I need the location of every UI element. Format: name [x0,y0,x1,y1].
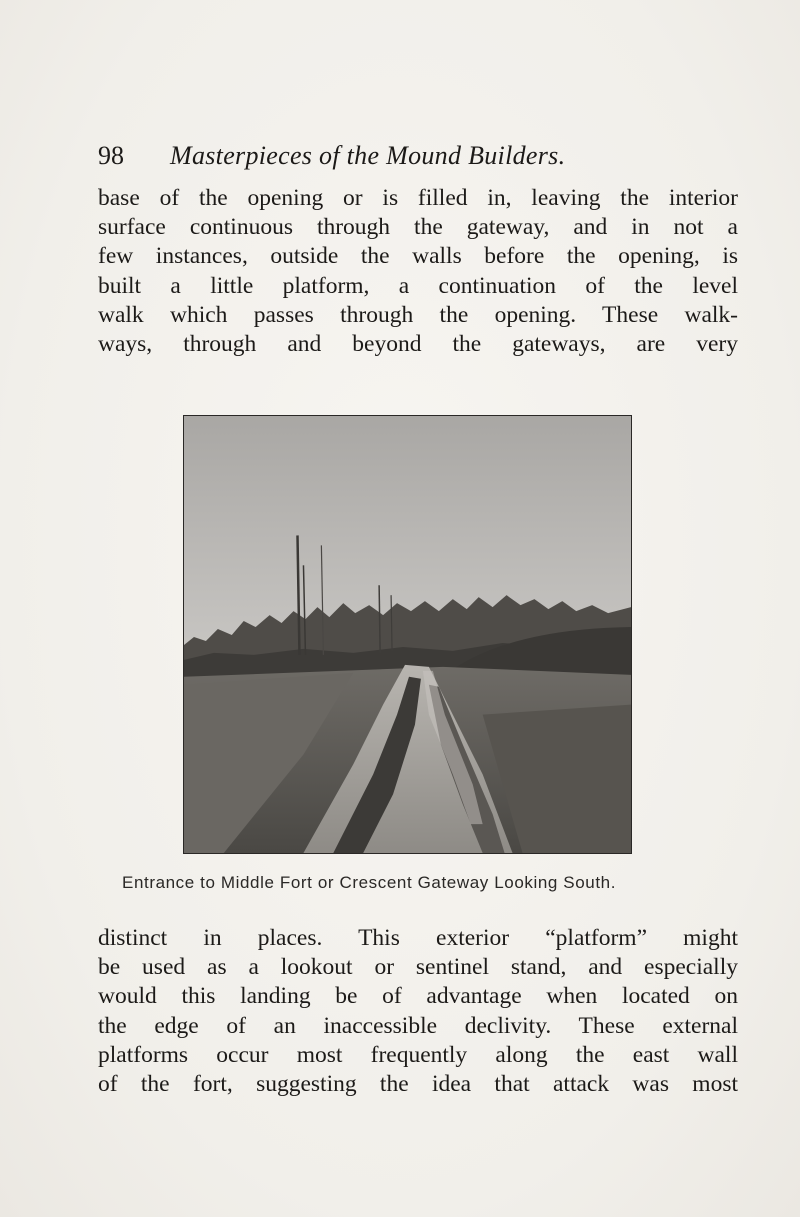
text-line: walk which passes through the opening. These walk- [98,301,738,328]
text-line: distinct in places. This exterior “platform” might [98,925,738,951]
gateway-photograph [183,415,632,854]
text-line: would this landing be of advantage when located on [98,983,738,1010]
body-paragraph-top [98,184,738,359]
text-line: built a little platform, a continuation of the level [98,272,738,299]
text-line: ways, through and beyond the gateways, are very [98,331,738,358]
page-header [98,136,698,176]
text-line: the edge of an inaccessible declivity. These external [98,1012,738,1039]
text-line: be used as a lookout or sentinel stand, and especially [98,954,738,981]
text-line: platforms occur most frequently along the east wall [98,1041,738,1068]
text-line: base of the opening or is filled in, leaving the interior [98,185,738,211]
running-title: Masterpieces of the Mound Builders. [170,141,566,170]
text-line: surface continuous through the gateway, and in not a [98,214,738,241]
text-line: of the fort, suggesting the idea that attack was most [98,1071,738,1098]
figure-caption: Entrance to Middle Fort or Crescent Gateway Looking South. [122,873,617,892]
text-line: few instances, outside the walls before the opening, is [98,243,738,270]
body-paragraph-bottom [98,924,738,1099]
page-number: 98 [98,141,124,170]
